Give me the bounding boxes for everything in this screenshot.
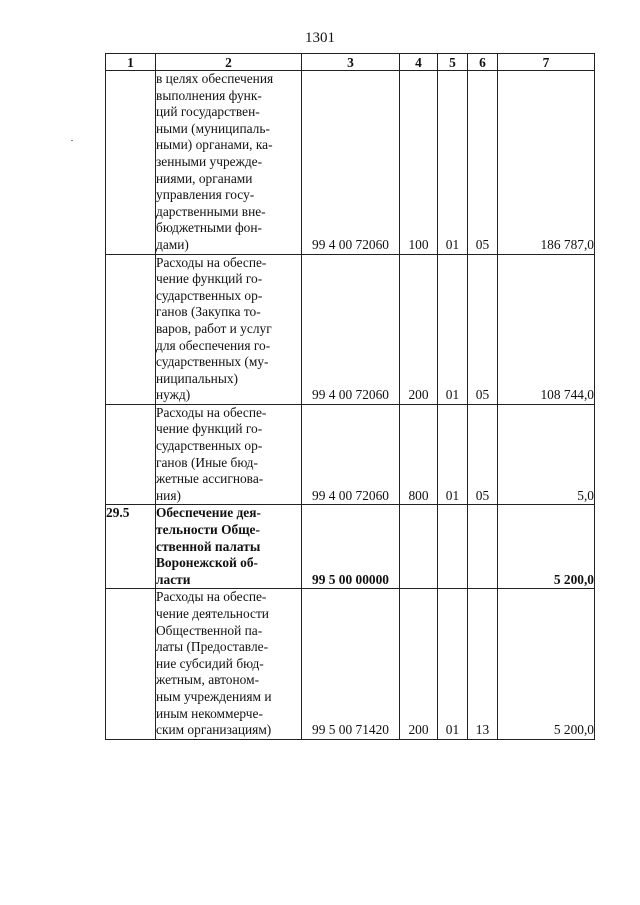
row-col6-cell: [468, 505, 498, 589]
row-name-line: жетным, автоном-: [156, 672, 260, 688]
row-name-line: ганов (Закупка то-: [156, 304, 261, 320]
row-name-line: ций государствен-: [156, 104, 260, 120]
row-code-cell: 99 5 00 71420: [302, 589, 400, 739]
header-col-5: 5: [438, 54, 468, 71]
row-name-line: чение деятельности: [156, 606, 269, 621]
row-name-line: Расходы на обеспе-: [156, 589, 267, 605]
row-col5-cell: [438, 505, 468, 589]
row-name-line: чение функций го-: [156, 421, 263, 437]
table-row: [106, 404, 595, 505]
row-col6-cell: 05: [468, 254, 498, 404]
row-name-line: жетные ассигнова-: [156, 471, 264, 487]
row-name-cell: [156, 71, 302, 255]
row-name-line: дарственными вне-: [156, 203, 266, 219]
header-col-1: 1: [106, 54, 156, 71]
row-name-line: сударственных ор-: [156, 287, 263, 303]
row-name-line: ния): [156, 487, 181, 503]
row-name-line: дами): [156, 236, 189, 252]
header-col-7: 7: [498, 54, 595, 71]
row-name-cell: [156, 589, 302, 739]
row-col4-cell: 800: [400, 404, 438, 505]
row-amount-cell: 108 744,0: [498, 254, 595, 404]
row-name-line: Воронежской об-: [156, 555, 258, 571]
header-col-6: 6: [468, 54, 498, 71]
row-name-line: ными) органами, ка-: [156, 137, 273, 153]
row-amount-cell: 5 200,0: [498, 589, 595, 739]
row-name-line: ласти: [156, 571, 191, 587]
row-name-line: Обеспечение дея-: [156, 505, 261, 521]
table-row: [106, 71, 595, 255]
row-number-cell: [106, 71, 156, 255]
row-name-line: выполнения функ-: [156, 87, 262, 103]
table-header-row: [106, 54, 595, 71]
row-number-cell: [106, 254, 156, 404]
row-col4-cell: 200: [400, 254, 438, 404]
page-number: 1301: [305, 30, 335, 46]
table-row: [106, 254, 595, 404]
row-code-cell: 99 4 00 72060: [302, 254, 400, 404]
row-name-line: ганов (Иные бюд-: [156, 454, 258, 470]
row-col4-cell: 100: [400, 71, 438, 255]
header-col-4: 4: [400, 54, 438, 71]
row-name-line: бюджетными фон-: [156, 220, 262, 236]
row-name-line: Расходы на обеспе-: [156, 404, 267, 420]
row-col5-cell: 01: [438, 589, 468, 739]
row-name-line: зенными учрежде-: [156, 153, 263, 169]
scan-speck: [71, 140, 73, 141]
row-name-cell: [156, 404, 302, 505]
row-col6-cell: 13: [468, 589, 498, 739]
row-name-line: управления госу-: [156, 187, 255, 203]
row-col5-cell: 01: [438, 254, 468, 404]
row-number-cell: [106, 589, 156, 739]
row-number-cell: 29.5: [106, 505, 156, 589]
row-name-line: Расходы на обеспе-: [156, 254, 267, 270]
table-body: [106, 71, 595, 740]
row-name-line: ственной палаты: [156, 538, 261, 554]
row-col4-cell: 200: [400, 589, 438, 739]
row-code-cell: 99 4 00 72060: [302, 404, 400, 505]
row-amount-cell: 186 787,0: [498, 71, 595, 255]
row-name-line: сударственных (му-: [156, 354, 269, 370]
row-name-line: тельности Обще-: [156, 522, 260, 538]
row-amount-cell: 5,0: [498, 404, 595, 505]
table-row: [106, 589, 595, 739]
row-amount-cell: 5 200,0: [498, 505, 595, 589]
row-name-line: нужд): [156, 387, 191, 403]
row-name-cell: [156, 254, 302, 404]
row-name-line: для обеспечения го-: [156, 337, 271, 353]
row-number-cell: [106, 404, 156, 505]
row-code-cell: 99 5 00 00000: [302, 505, 400, 589]
row-name-line: ным учреждениям и: [156, 688, 272, 704]
row-name-line: ниями, органами: [156, 170, 253, 186]
row-code-cell: 99 4 00 72060: [302, 71, 400, 255]
row-name-line: варов, работ и услуг: [156, 320, 272, 336]
row-col4-cell: [400, 505, 438, 589]
row-name-line: ским организациям): [156, 722, 272, 738]
row-name-line: ние субсидий бюд-: [156, 655, 264, 671]
header-col-2: 2: [156, 54, 302, 71]
row-name-line: ными (муниципаль-: [156, 120, 270, 136]
row-col6-cell: 05: [468, 404, 498, 505]
row-name-line: в целях обеспечения: [156, 71, 274, 86]
row-name-cell: [156, 505, 302, 589]
row-col5-cell: 01: [438, 71, 468, 255]
budget-table: [105, 53, 595, 740]
row-name-line: латы (Предоставле-: [156, 639, 269, 655]
row-col6-cell: 05: [468, 71, 498, 255]
row-name-line: ниципальных): [156, 370, 238, 386]
row-col5-cell: 01: [438, 404, 468, 505]
row-name-line: Общественной па-: [156, 622, 263, 638]
row-name-line: иным некоммерче-: [156, 705, 263, 721]
table-row: [106, 505, 595, 589]
row-name-line: сударственных ор-: [156, 438, 263, 454]
row-name-line: чение функций го-: [156, 271, 263, 287]
header-col-3: 3: [302, 54, 400, 71]
